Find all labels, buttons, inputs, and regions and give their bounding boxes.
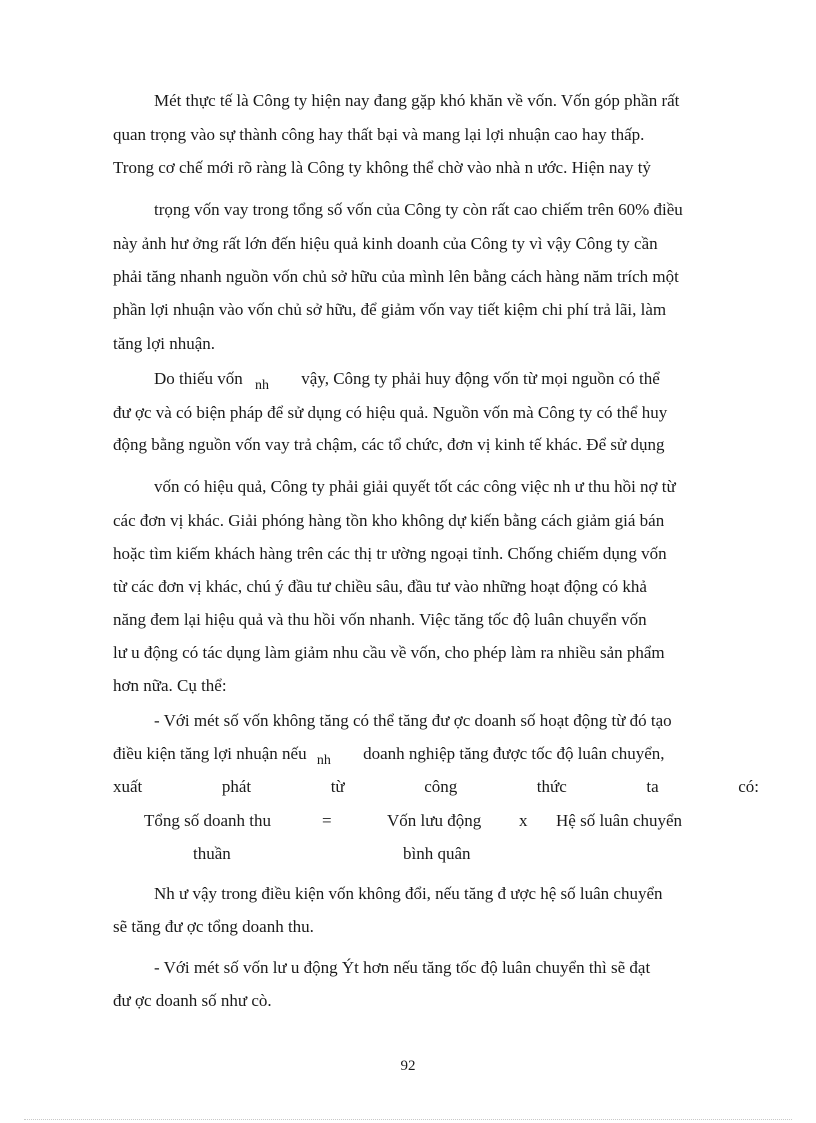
- text-fragment-sub: nh: [316, 753, 331, 768]
- text-fragment: điều kiện tăng lợi nhuận nếu: [113, 744, 307, 763]
- formula-right: Hệ số luân chuyển: [556, 811, 683, 830]
- text-line: vốn có hiệu quả, Công ty phải giải quyết tốt các công việc nh ư thu hồi nợ từ: [154, 477, 676, 496]
- word: ta: [646, 777, 659, 796]
- text-fragment: Do thiếu vốn: [154, 369, 243, 388]
- formula-left-top: Tổng số doanh thu: [144, 811, 272, 830]
- page-divider: [24, 1119, 792, 1120]
- text-line: hoặc tìm kiếm khách hàng trên các thị tr ường ngoại tỉnh. Chống chiếm dụng vốn: [113, 544, 667, 563]
- text-line: các đơn vị khác. Giải phóng hàng tồn kho không dự kiến bằng cách giảm giá bán: [113, 511, 665, 530]
- text-line: phải tăng nhanh nguồn vốn chủ sở hữu của mình lên bằng cách hàng năm trích một: [113, 267, 679, 286]
- formula-left-bottom: thuần: [193, 844, 231, 863]
- text-fragment: doanh nghiệp tăng được tốc độ luân chuyển,: [363, 744, 665, 763]
- word: xuất: [113, 777, 143, 796]
- word: phát: [221, 777, 252, 796]
- text-line: - Với mét số vốn lư u động Ýt hơn nếu tăng tốc độ luân chuyển thì sẽ đạt: [154, 958, 651, 977]
- text-line: - Với mét số vốn không tăng có thể tăng đư ợc doanh số hoạt động từ đó tạo: [154, 711, 672, 730]
- text-line: phần lợi nhuận vào vốn chủ sở hữu, để giảm vốn vay tiết kiệm chi phí trả lãi, làm: [113, 300, 667, 319]
- text-line: đư ợc doanh số như cò.: [113, 991, 272, 1010]
- formula-middle-bottom: bình quân: [403, 844, 471, 863]
- word: từ: [330, 777, 345, 796]
- text-fragment: vậy, Công ty phải huy động vốn từ mọi nguồn có thể: [301, 369, 660, 388]
- formula-times: x: [519, 811, 528, 830]
- text-line: hơn nữa. Cụ thể:: [113, 676, 227, 695]
- text-line: sẽ tăng đư ợc tổng doanh thu.: [113, 917, 314, 936]
- text-line: lư u động có tác dụng làm giảm nhu cầu về vốn, cho phép làm ra nhiều sản phẩm: [113, 643, 665, 662]
- text-line: tăng lợi nhuận.: [113, 334, 215, 353]
- word: có:: [738, 777, 759, 796]
- text-line: Nh ư vậy trong điều kiện vốn không đổi, nếu tăng đ ược hệ số luân chuyển: [154, 884, 663, 903]
- text-line: trọng vốn vay trong tổng số vốn của Công ty còn rất cao chiếm trên 60% điều: [154, 200, 683, 219]
- text-line: [154, 368, 660, 392]
- text-fragment-sub: nh: [255, 378, 270, 393]
- text-line: [113, 743, 665, 767]
- page-number: 92: [400, 1058, 416, 1074]
- word: công: [424, 777, 458, 796]
- text-line: Trong cơ chế mới rõ ràng là Công ty không thể chờ vào nhà n ước. Hiện nay tỷ: [113, 158, 651, 177]
- word: thức: [536, 777, 567, 796]
- text-line: từ các đơn vị khác, chú ý đầu tư chiều sâu, đầu tư vào những hoạt động có khả: [113, 577, 647, 596]
- text-line: động bằng nguồn vốn vay trả chậm, các tổ chức, đơn vị kinh tế khác. Để sử dụng: [113, 435, 665, 454]
- formula-middle-top: Vốn lưu động: [387, 811, 482, 830]
- text-line: đư ợc và có biện pháp để sử dụng có hiệu quả. Nguồn vốn mà Công ty có thể huy: [113, 403, 668, 422]
- text-line: quan trọng vào sự thành công hay thất bại và mang lại lợi nhuận cao hay thấp.: [113, 125, 645, 144]
- text-line: này ảnh hư ởng rất lớn đến hiệu quả kinh doanh của Công ty vì vậy Công ty cần: [113, 234, 658, 253]
- text-line: năng đem lại hiệu quả và thu hồi vốn nhanh. Việc tăng tốc độ luân chuyển vốn: [113, 610, 647, 629]
- text-line: Mét thực tế là Công ty hiện nay đang gặp khó khăn về vốn. Vốn góp phần rất: [154, 91, 680, 110]
- spread-line: [113, 776, 759, 798]
- formula-equals: =: [322, 811, 332, 830]
